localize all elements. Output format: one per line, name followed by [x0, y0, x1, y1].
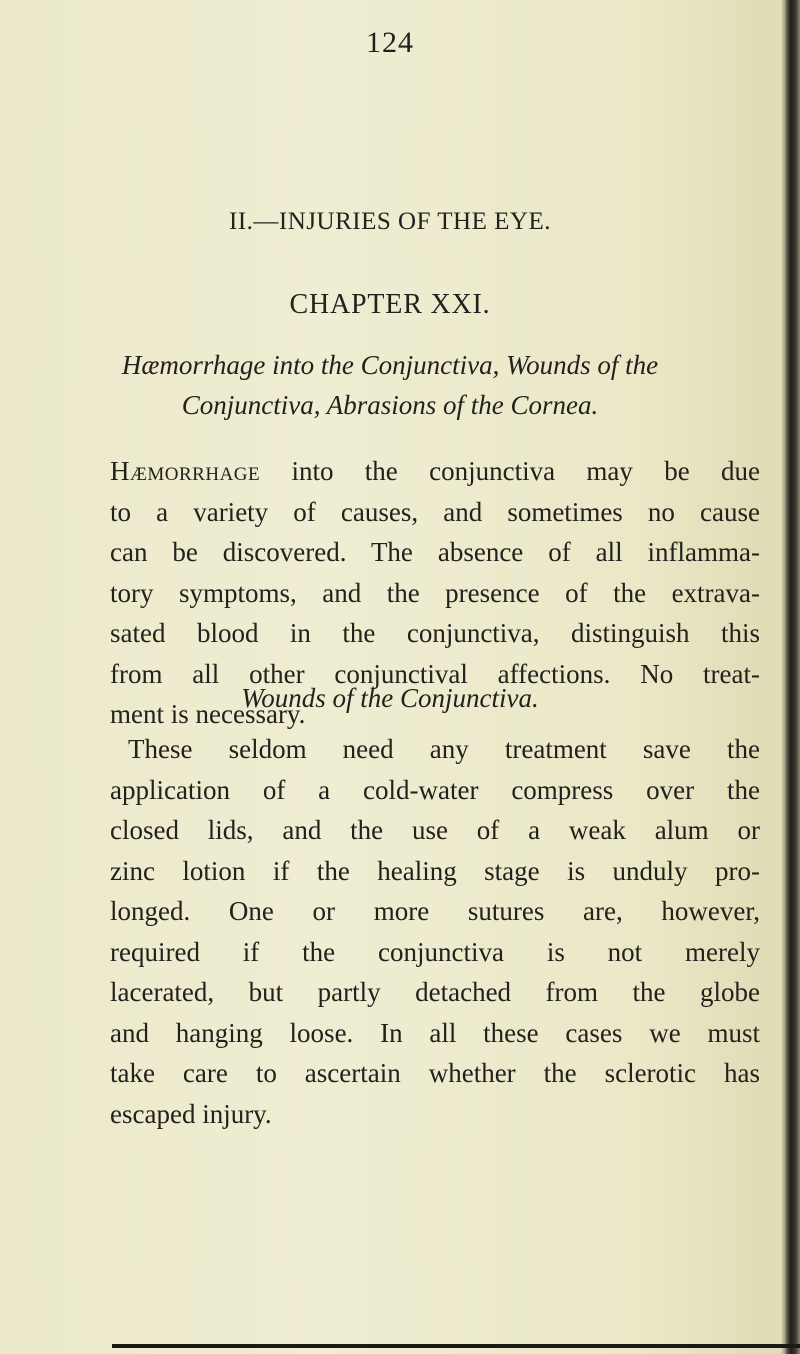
bottom-edge-rule — [112, 1344, 800, 1348]
paragraph-line: lacerated, but partly detached from the globe — [110, 977, 760, 1007]
paragraph-line: take care to ascertain whether the sclerotic has — [110, 1058, 760, 1088]
paragraph-line: zinc lotion if the healing stage is unduly pro- — [110, 855, 760, 886]
paragraph-line: tory symptoms, and the presence of the extrava- — [110, 577, 760, 608]
page-number: 124 — [366, 26, 414, 59]
paragraph-line: escaped injury. — [110, 1098, 272, 1129]
paragraph-line: application of a cold-water compress over the — [110, 774, 760, 805]
section-heading: Wounds of the Conjunctiva. — [241, 683, 539, 713]
paragraph-line: ment is necessary. — [110, 699, 306, 729]
paragraph-line: These seldom need any treatment save the — [128, 734, 760, 764]
paragraph-line: required if the conjunctiva is not merely — [110, 936, 760, 967]
paragraph-line: closed lids, and the use of a weak alum or — [110, 815, 760, 845]
paragraph-line: Hæmorrhage into the conjunctiva may be due — [110, 456, 760, 486]
paragraph-line: can be discovered. The absence of all inflamma- — [110, 537, 760, 567]
lead-word: Hæmorrhage — [110, 456, 261, 486]
subtitle-line: Hæmorrhage into the Conjunctiva, Wounds of the — [121, 350, 659, 380]
paragraph-line: and hanging loose. In all these cases we must — [110, 1017, 760, 1048]
chapter-heading: CHAPTER XXI. — [289, 289, 491, 320]
subtitle-line: Conjunctiva, Abrasions of the Cornea. — [181, 390, 599, 420]
paragraph-wounds — [110, 729, 760, 1134]
paragraph-line: longed. One or more sutures are, however, — [110, 896, 760, 926]
paragraph-line: to a variety of causes, and sometimes no cause — [110, 496, 760, 527]
paragraph-line: from all other conjunctival affections. No treat- — [110, 658, 760, 689]
paragraph-line: sated blood in the conjunctiva, distinguish this — [110, 618, 760, 648]
part-heading: II.—INJURIES OF THE EYE. — [229, 208, 551, 235]
chapter-subtitle — [0, 345, 780, 425]
book-spine-edge — [786, 0, 800, 1354]
